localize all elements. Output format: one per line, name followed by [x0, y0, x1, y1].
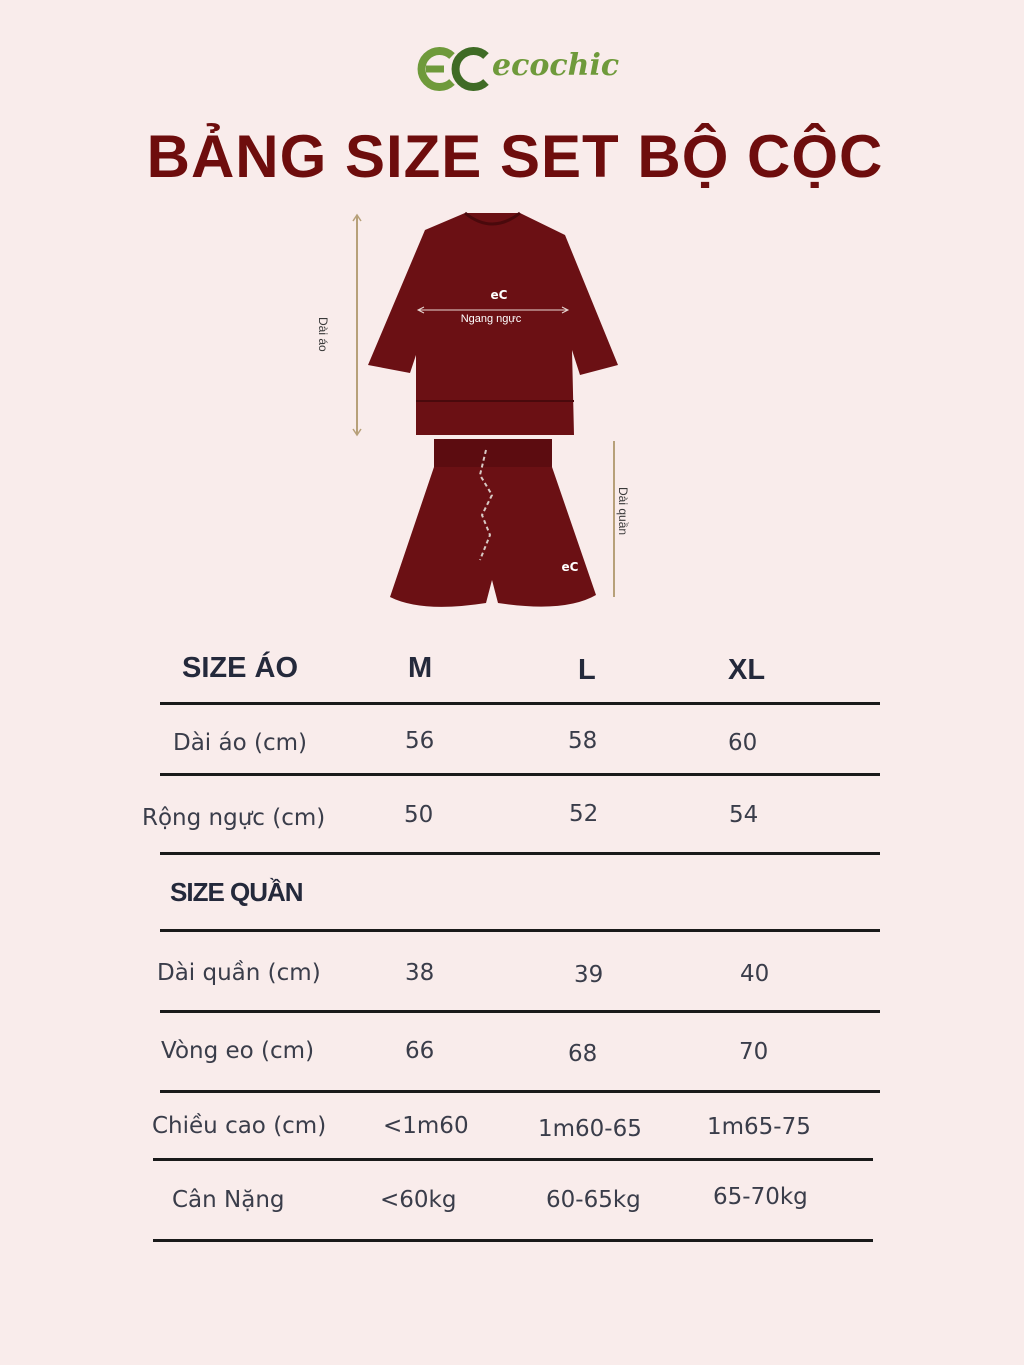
table-rule [160, 852, 880, 855]
shirt-logo-mark: eC [490, 288, 508, 302]
cell-chest-width-m: 50 [404, 802, 434, 828]
table-rule [160, 773, 880, 776]
cell-pants-length-l: 39 [574, 962, 604, 988]
cell-height-xl: 1m65-75 [707, 1114, 811, 1140]
garment-illustration [316, 205, 650, 625]
row-label-chest-width: Rộng ngực (cm) [142, 805, 326, 831]
size-col-m: M [408, 652, 433, 684]
table-rule [160, 702, 880, 705]
shorts-logo-mark: eC [561, 560, 579, 574]
cell-shirt-length-m: 56 [405, 728, 435, 754]
table-rule [153, 1239, 873, 1242]
cell-shirt-length-xl: 60 [728, 730, 758, 756]
cell-weight-l: 60-65kg [546, 1187, 641, 1213]
pants-length-label: Dài quần [616, 487, 630, 536]
row-label-shirt-length: Dài áo (cm) [173, 730, 307, 756]
cell-shirt-length-l: 58 [568, 728, 598, 754]
row-label-pants-length: Dài quần (cm) [157, 960, 321, 986]
shirt-length-label: Dài áo [316, 317, 330, 352]
cell-chest-width-l: 52 [569, 801, 599, 827]
cell-chest-width-xl: 54 [729, 802, 759, 828]
cell-waist-xl: 70 [739, 1039, 769, 1065]
cell-pants-length-xl: 40 [740, 961, 770, 987]
cell-weight-xl: 65-70kg [713, 1184, 808, 1210]
cell-height-l: 1m60-65 [538, 1116, 642, 1142]
cell-waist-l: 68 [568, 1041, 598, 1067]
table-rule [153, 1158, 873, 1161]
pants-size-header: SIZE QUẦN [170, 877, 303, 907]
table-rule [160, 929, 880, 932]
cell-height-m: <1m60 [383, 1113, 469, 1139]
size-col-l: L [578, 654, 596, 686]
size-col-xl: XL [728, 654, 766, 686]
shirt-size-header: SIZE ÁO [182, 652, 299, 684]
brand-logo [414, 44, 620, 94]
cell-pants-length-m: 38 [405, 960, 435, 986]
row-label-weight: Cân Nặng [172, 1187, 285, 1213]
table-rule [160, 1090, 880, 1093]
row-label-waist: Vòng eo (cm) [161, 1038, 315, 1064]
logo-mark-icon [414, 44, 494, 94]
cell-weight-m: <60kg [380, 1187, 457, 1213]
table-rule [160, 1010, 880, 1013]
shorts-waistband [434, 439, 552, 467]
garment-svg [330, 205, 650, 625]
row-label-height: Chiều cao (cm) [152, 1113, 327, 1139]
logo-wordmark: ecochic [492, 48, 620, 83]
page-title: BẢNG SIZE SET BỘ CỘC [146, 123, 884, 190]
chest-width-label: Ngang ngực [460, 313, 522, 325]
cell-waist-m: 66 [405, 1038, 435, 1064]
